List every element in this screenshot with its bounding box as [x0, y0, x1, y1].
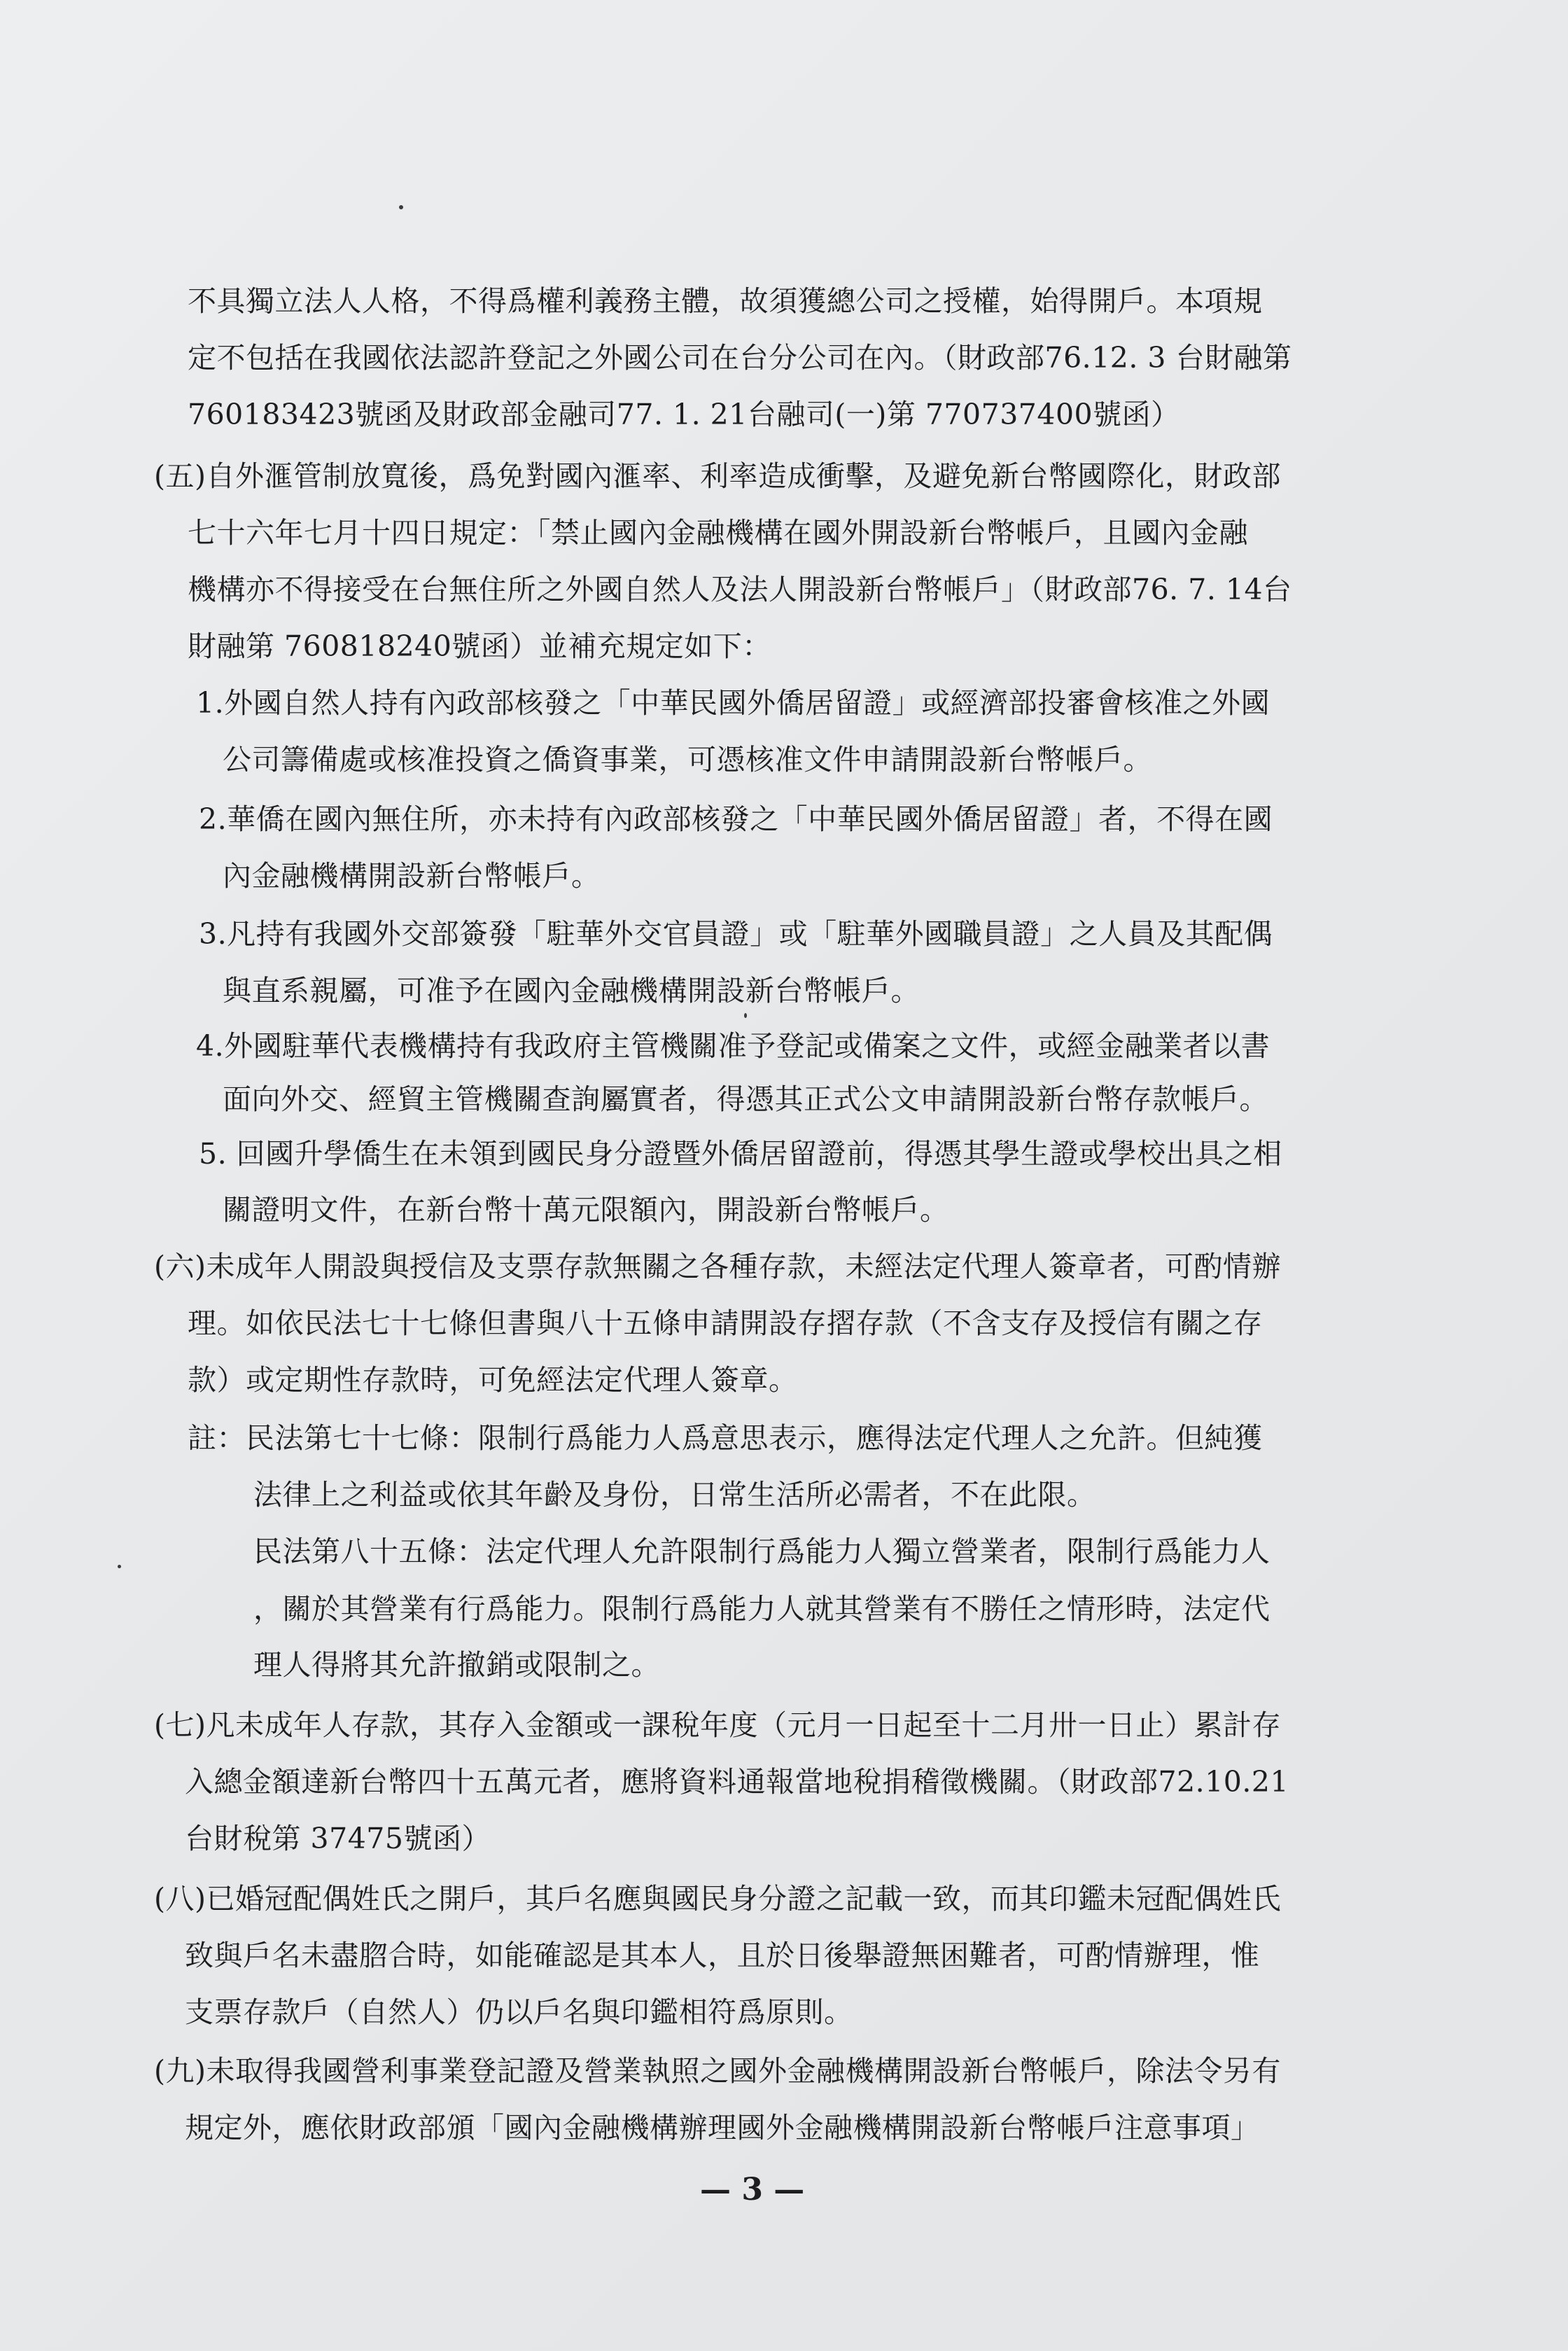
scan-speck	[744, 1013, 747, 1018]
text-line: 4.外國駐華代表機構持有我政府主管機關准予登記或備案之文件，或經金融業者以書	[196, 1029, 1270, 1063]
text-line: 款）或定期性存款時，可免經法定代理人簽章。	[188, 1363, 798, 1397]
text-line: ，關於其營業有行爲能力。限制行爲能力人就其營業有不勝任之情形時，法定代	[253, 1592, 1270, 1626]
page-number: — 3 —	[700, 2172, 805, 2207]
text-line: 5. 回國升學僑生在未領到國民身分證暨外僑居留證前，得憑其學生證或學校出具之相	[199, 1137, 1282, 1171]
text-line: 與直系親屬，可准予在國內金融機構開設新台幣帳戶。	[223, 974, 920, 1007]
text-line: 法律上之利益或依其年齡及身份，日常生活所必需者，不在此限。	[253, 1478, 1096, 1512]
text-line: 財融第 760818240號函）並補充規定如下：	[188, 629, 771, 663]
text-line: (五)自外滙管制放寬後，爲免對國內滙率、利率造成衝擊，及避免新台幣國際化，財政部	[154, 459, 1281, 493]
text-line: 定不包括在我國依法認許登記之外國公司在台分公司在內。（財政部76.12. 3 台財融第	[188, 341, 1292, 375]
text-line: 規定外，應依財政部頒「國內金融機構辦理國外金融機構開設新台幣帳戶注意事項」	[185, 2111, 1260, 2144]
text-line: (八)已婚冠配偶姓氏之開戶，其戶名應與國民身分證之記載一致，而其印鑑未冠配偶姓氏	[154, 1882, 1281, 1916]
text-line: 不具獨立法人人格，不得爲權利義務主體，故須獲總公司之授權，始得開戶。本項規	[188, 284, 1263, 318]
text-line: 公司籌備處或核准投資之僑資事業，可憑核准文件申請開設新台幣帳戶。	[223, 743, 1152, 776]
text-line: 致與戶名未盡脗合時，如能確認是其本人，且於日後舉證無困難者，可酌情辦理，惟	[185, 1939, 1260, 1972]
text-line: 台財稅第 37475號函）	[185, 1822, 491, 1855]
text-line: 理人得將其允許撤銷或限制之。	[253, 1648, 660, 1682]
text-line: 關證明文件，在新台幣十萬元限額內，開設新台幣帳戶。	[223, 1193, 949, 1227]
text-line: (七)凡未成年人存款，其存入金額或一課稅年度（元月一日起至十二月卅一日止）累計存	[154, 1708, 1281, 1742]
text-line: 理。如依民法七十七條但書與八十五條申請開設存摺存款（不含支存及授信有關之存	[188, 1306, 1263, 1340]
scan-speck	[118, 1565, 121, 1568]
text-line: 面向外交、經貿主管機關查詢屬實者，得憑其正式公文申請開設新台幣存款帳戶。	[223, 1082, 1268, 1116]
text-line: 內金融機構開設新台幣帳戶。	[223, 859, 601, 893]
text-line: 1.外國自然人持有內政部核發之「中華民國外僑居留證」或經濟部投審會核准之外國	[196, 686, 1270, 720]
text-line: 3.凡持有我國外交部簽發「駐華外交官員證」或「駐華外國職員證」之人員及其配偶	[199, 917, 1273, 951]
text-line: (九)未取得我國營利事業登記證及營業執照之國外金融機構開設新台幣帳戶，除法令另有	[154, 2054, 1281, 2088]
text-line: 760183423號函及財政部金融司77. 1. 21台融司(一)第 770737400號函）	[188, 398, 1180, 431]
text-line: 七十六年七月十四日規定：「禁止國內金融機構在國外開設新台幣帳戶，且國內金融	[188, 516, 1248, 550]
text-line: 註：民法第七十七條：限制行爲能力人爲意思表示，應得法定代理人之允許。但純獲	[188, 1421, 1263, 1455]
text-line: 入總金額達新台幣四十五萬元者，應將資料通報當地稅捐稽徵機關。（財政部72.10.21	[185, 1765, 1289, 1799]
text-line: 2.華僑在國內無住所，亦未持有內政部核發之「中華民國外僑居留證」者，不得在國	[199, 802, 1273, 836]
text-line: 民法第八十五條：法定代理人允許限制行爲能力人獨立營業者，限制行爲能力人	[253, 1535, 1270, 1568]
text-line: (六)未成年人開設與授信及支票存款無關之各種存款，未經法定代理人簽章者，可酌情辦	[154, 1250, 1281, 1283]
text-line: 機構亦不得接受在台無住所之外國自然人及法人開設新台幣帳戶」（財政部76. 7. 14台	[188, 573, 1292, 606]
text-line: 支票存款戶（自然人）仍以戶名與印鑑相符爲原則。	[185, 1995, 853, 2029]
scan-speck	[399, 205, 403, 209]
